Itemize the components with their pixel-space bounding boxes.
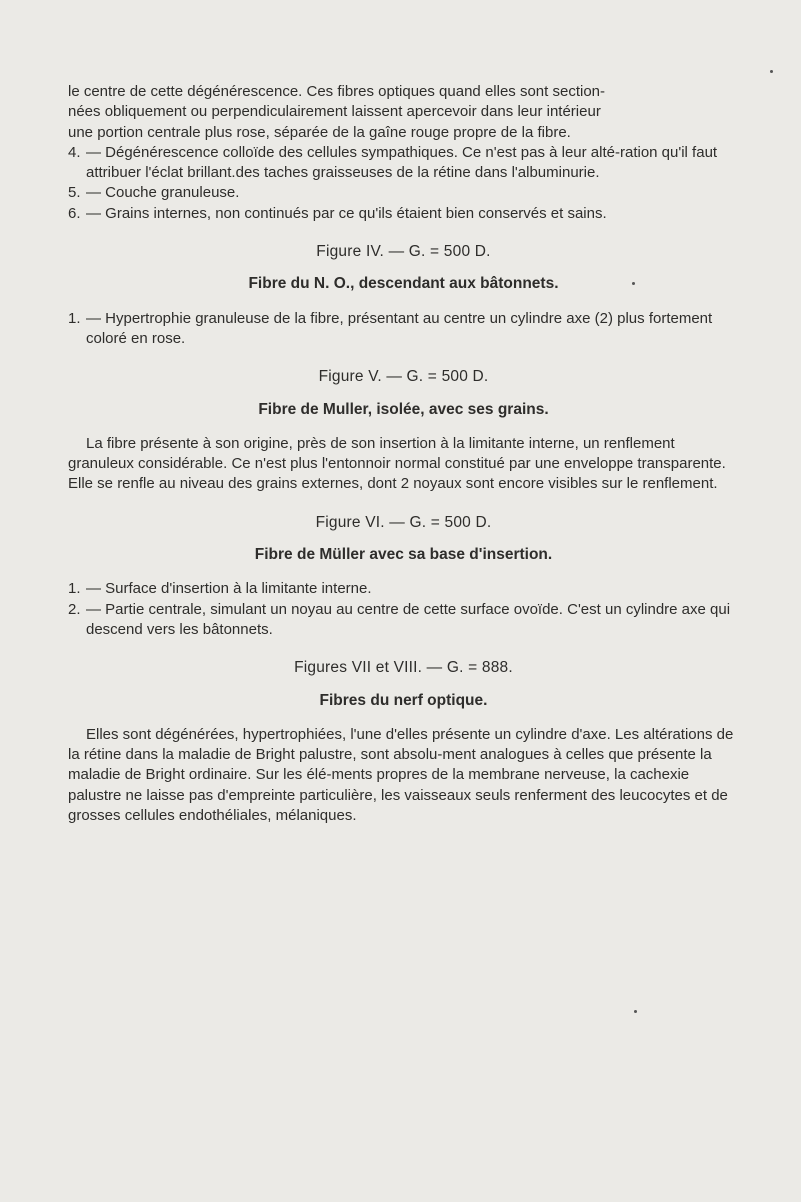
speck-mark	[770, 70, 773, 73]
figure-5-paragraph: La fibre présente à son origine, près de son insertion à la limitante interne, un renflement granuleux considérable. Ce n'est plus l'entonnoir normal constitué par une enveloppe transparente. Elle se renfle au niveau des grains externes, dont 2 noyaux sont encore visibles sur le renflement.	[68, 434, 726, 493]
list-item	[68, 309, 739, 350]
intro-line: une portion centrale plus rose, séparée de la gaîne rouge propre de la fibre.	[68, 123, 571, 141]
figure-6-title: Figure VI. — G. = 500 D.	[315, 513, 492, 531]
item-number: 4.	[68, 143, 81, 161]
item-text: — Grains internes, non continués par ce qu'ils étaient bien conservés et sains.	[86, 204, 607, 222]
item-text: — Dégénérescence colloïde des cellules sympathiques. Ce n'est pas à leur alté-ration qu'il faut attribuer l'éclat brillant.des taches graisseuses de la rétine dans l'albuminurie.	[86, 143, 718, 182]
figure-7-8-subtitle: Fibres du nerf optique.	[319, 691, 488, 709]
figure-4-subtitle: Fibre du N. O., descendant aux bâtonnets.	[248, 275, 559, 293]
item-text: — Surface d'insertion à la limitante interne.	[86, 580, 372, 598]
item-number: 2.	[68, 600, 81, 618]
figure-5-title: Figure V. — G. = 500 D.	[318, 368, 489, 386]
speck-mark	[632, 282, 635, 285]
list-item	[68, 600, 739, 641]
list-item	[68, 204, 739, 224]
intro-line: nées obliquement ou perpendiculairement laissent apercevoir dans leur intérieur	[68, 103, 601, 121]
list-item	[68, 143, 739, 184]
speck-mark	[634, 1010, 637, 1013]
item-number: 1.	[68, 580, 81, 598]
item-text: — Hypertrophie granuleuse de la fibre, présentant au centre un cylindre axe (2) plus fortement coloré en rose.	[86, 309, 713, 347]
intro-paragraph	[68, 82, 739, 143]
list-item	[68, 579, 739, 599]
item-text: — Couche granuleuse.	[86, 184, 240, 202]
figure-5-subtitle: Fibre de Muller, isolée, avec ses grains.	[258, 400, 549, 418]
item-number: 6.	[68, 204, 81, 222]
item-number: 1.	[68, 309, 81, 327]
item-number: 5.	[68, 184, 81, 202]
figure-4-title: Figure IV. — G. = 500 D.	[316, 243, 491, 261]
figure-6-subtitle: Fibre de Müller avec sa base d'insertion.	[254, 546, 553, 564]
list-item	[68, 183, 739, 203]
list-a	[68, 143, 739, 224]
intro-line: le centre de cette dégénérescence. Ces fibres optiques quand elles sont section-	[68, 83, 605, 100]
item-text: — Partie centrale, simulant un noyau au centre de cette surface ovoïde. C'est un cylindre axe qui descend vers les bâtonnets.	[86, 600, 731, 638]
figure-7-8-title: Figures VII et VIII. — G. = 888.	[294, 659, 513, 677]
figure-7-8-paragraph: Elles sont dégénérées, hypertrophiées, l'une d'elles présente un cylindre d'axe. Les altérations de la rétine dans la maladie de Bright palustre, sont absolu-ment analogues à celles que présente la maladie de Bright ordinaire. Sur les élé-ments propres de la membrane nerveuse, la cachexie palustre ne laisse pas d'empreinte particulière, les vaisseaux seuls renferment des leucocytes et de grosses cellules endothéliales, mélaniques.	[68, 725, 734, 825]
